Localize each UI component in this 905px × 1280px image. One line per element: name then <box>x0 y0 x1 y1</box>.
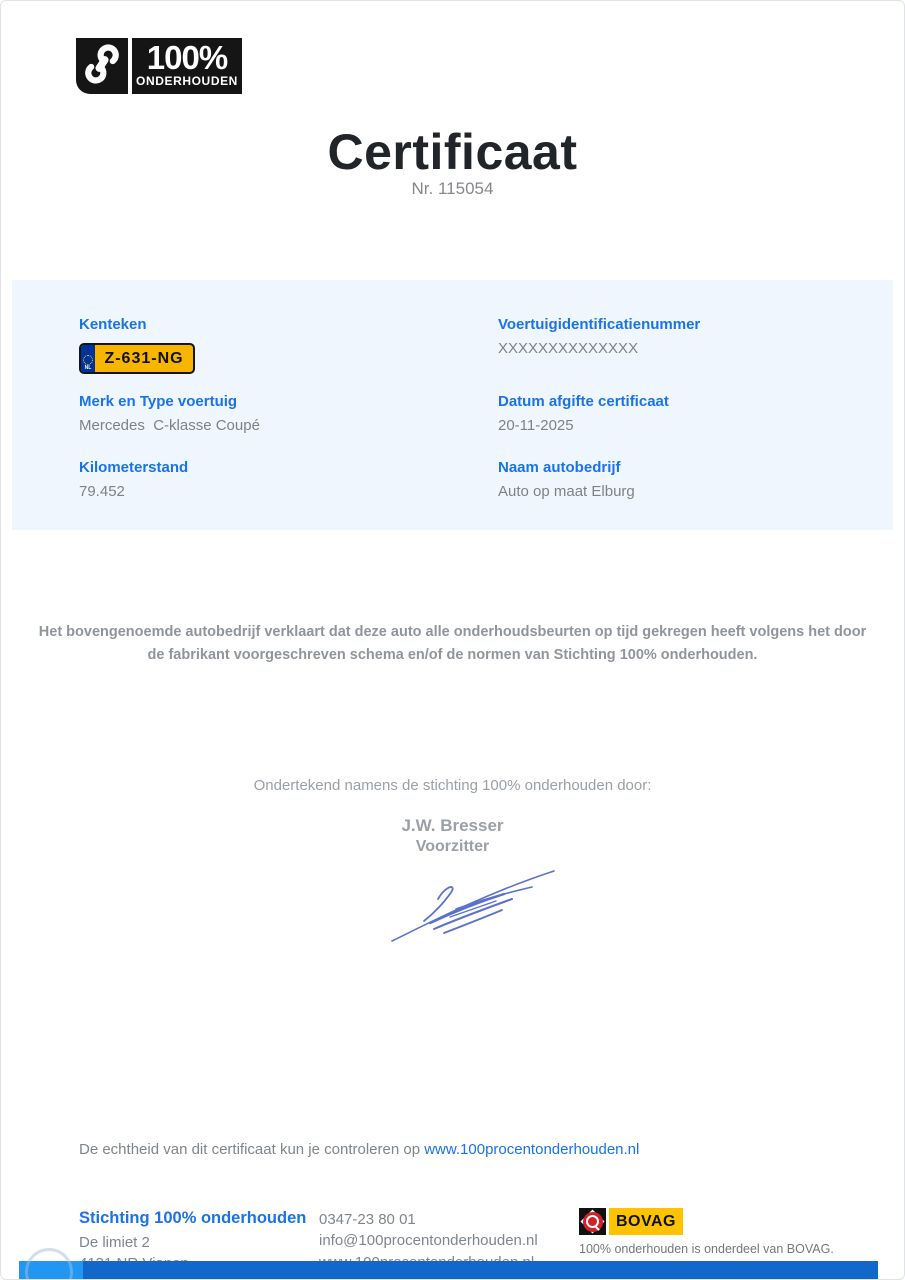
datum-afgifte-value: 20-11-2025 <box>498 417 574 434</box>
eu-stars-icon <box>83 355 93 365</box>
field-vin <box>498 316 878 357</box>
signer-name: J.W. Bresser <box>401 816 504 835</box>
plate-number: Z-631-NG <box>104 349 184 367</box>
verification-link[interactable]: www.100procentonderhouden.nl <box>424 1141 640 1158</box>
bovag-gauge-icon <box>583 1212 603 1232</box>
bovag-wordmark: BOVAG <box>609 1208 683 1235</box>
logo-wordmark <box>132 38 242 94</box>
signer-role: Voorzitter <box>415 838 490 855</box>
signature-image <box>386 857 576 945</box>
verification-text: De echtheid van dit certificaat kun je controleren op <box>79 1141 421 1158</box>
bovag-caption: 100% onderhouden is onderdeel van BOVAG. <box>579 1242 834 1256</box>
wrench-logo-tile <box>76 38 128 94</box>
naam-autobedrijf-label: Naam autobedrijf <box>498 459 621 476</box>
datum-afgifte-label: Datum afgifte certificaat <box>498 393 669 410</box>
kilometerstand-label: Kilometerstand <box>79 459 189 476</box>
wrench-icon <box>80 40 124 93</box>
kenteken-label: Kenteken <box>79 316 147 333</box>
field-kilometerstand <box>79 459 459 500</box>
logo-name-text: ONDERHOUDEN <box>136 74 238 89</box>
logo-percent-text: 100% <box>146 38 228 76</box>
certificate-number: Nr. 115054 <box>411 179 494 198</box>
field-merk <box>79 393 459 434</box>
footer-email: info@100procentonderhouden.nl <box>319 1232 538 1250</box>
field-datum-afgifte <box>498 393 878 434</box>
bovag-q-glyph <box>586 1215 599 1228</box>
kilometerstand-value: 79.452 <box>79 483 125 500</box>
plate-eu-strip <box>81 345 95 372</box>
vin-label: Voertuigidentificatienummer <box>498 316 701 333</box>
page-title: Certificaat <box>327 124 578 180</box>
verification-line <box>79 1141 639 1158</box>
footer-phone: 0347-23 80 01 <box>319 1211 416 1228</box>
declaration-text: Het bovengenoemde autobedrijf verklaart dat deze auto alle onderhoudsbeurten op tijd gekregen heeft volgens het door de fabrikant voorgeschreven schema en/of de normen van Stichting 100% onderhouden. <box>38 624 867 664</box>
floating-widget-circle <box>25 1248 73 1280</box>
license-plate <box>79 343 195 374</box>
bovag-logo <box>579 1208 683 1235</box>
footer-bar <box>19 1261 878 1279</box>
signing-intro: Ondertekend namens de stichting 100% onderhouden door: <box>253 777 652 794</box>
merk-label: Merk en Type voertuig <box>79 393 238 410</box>
plate-country-code: NL <box>84 365 92 371</box>
footer-address-line1: De limiet 2 <box>79 1234 150 1251</box>
merk-value: Mercedes C-klasse Coupé <box>79 417 260 434</box>
vin-value: XXXXXXXXXXXXXX <box>498 340 639 357</box>
field-naam-autobedrijf <box>498 459 878 500</box>
field-kenteken <box>79 316 459 374</box>
footer-org-name: Stichting 100% onderhouden <box>79 1209 307 1227</box>
naam-autobedrijf-value: Auto op maat Elburg <box>498 483 635 500</box>
brand-logo <box>76 38 242 94</box>
bovag-icon <box>579 1208 606 1235</box>
vehicle-details-panel <box>12 280 893 530</box>
